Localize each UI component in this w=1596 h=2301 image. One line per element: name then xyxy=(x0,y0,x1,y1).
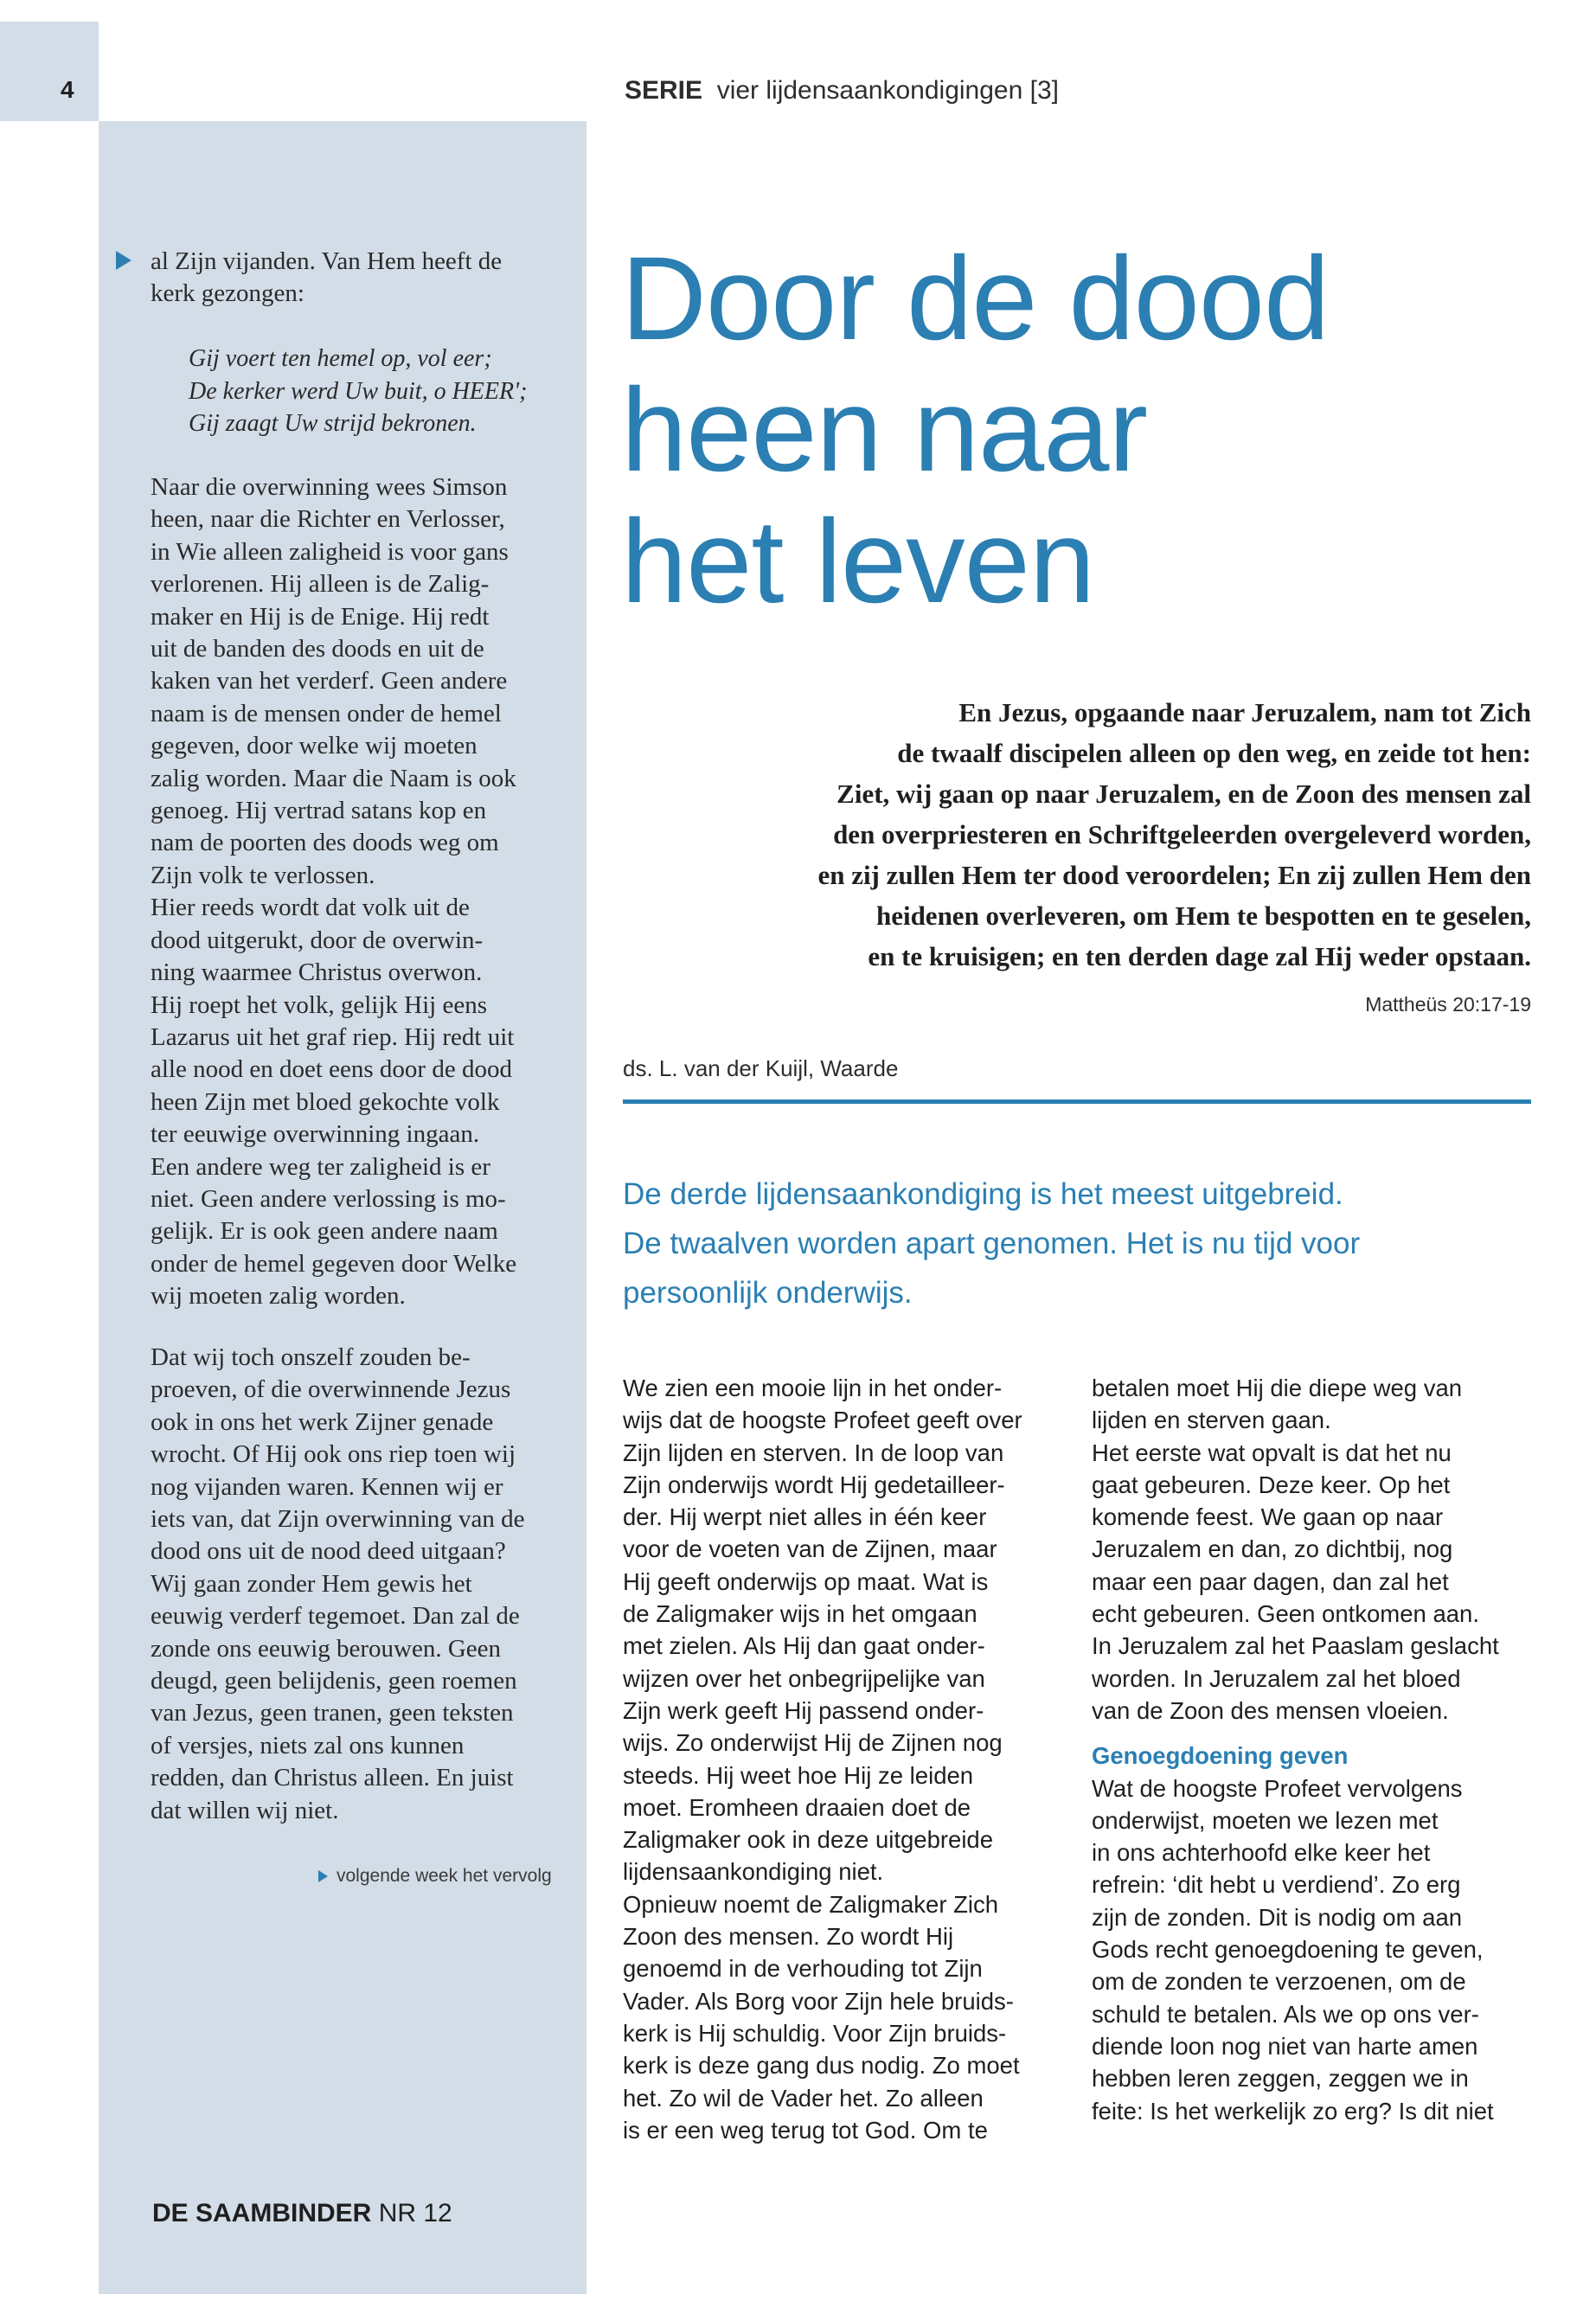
body-text-line: zijn de zonden. Dit is nodig om aan xyxy=(1092,1903,1463,1931)
sidebar-text-line: proeven, of die overwinnende Jezus xyxy=(151,1375,511,1404)
body-text-line: om de zonden te verzoenen, om de xyxy=(1092,1968,1466,1996)
intro-line: De derde lijdensaankondiging is het meest uitgebreid. xyxy=(623,1177,1343,1211)
sidebar-text-line: verlorenen. Hij alleen is de Zalig- xyxy=(151,570,490,599)
bible-quote xyxy=(640,692,1531,977)
article-column-2 xyxy=(1092,1372,1542,2127)
title-line: het leven xyxy=(621,496,1095,628)
body-text-line: refrein: ‘dit hebt u verdiend’. Zo erg xyxy=(1092,1871,1461,1899)
body-text-line: Zijn werk geeft Hij passend onder- xyxy=(623,1696,984,1724)
body-text-line: worden. In Jeruzalem zal het bloed xyxy=(1092,1664,1461,1692)
magazine-footer xyxy=(152,2199,452,2228)
sidebar-text-line: of versjes, niets zal ons kunnen xyxy=(151,1731,465,1759)
body-text-line: Jeruzalem en dan, zo dichtbij, nog xyxy=(1092,1535,1453,1563)
magazine-name: DE SAAMBINDER xyxy=(152,2199,372,2227)
body-text-line: in ons achterhoofd elke keer het xyxy=(1092,1839,1431,1867)
continuation-arrow-icon xyxy=(116,251,131,270)
sidebar-text-line: zonde ons eeuwig berouwen. Geen xyxy=(151,1634,502,1663)
quote-line: en zij zullen Hem ter dood veroordelen; En zij zullen Hem den xyxy=(817,860,1531,890)
verse-line: Gij zaagt Uw strijd bekronen. xyxy=(189,410,477,437)
body-text-line: Vader. Als Borg voor Zijn hele bruids- xyxy=(623,1987,1014,2015)
body-text-line: gaat gebeuren. Deze keer. Op het xyxy=(1092,1471,1451,1498)
body-text-line: maar een paar dagen, dan zal het xyxy=(1092,1567,1449,1595)
sidebar-text-line: iets van, dat Zijn overwinning van de xyxy=(151,1505,525,1534)
body-text-line: Het eerste wat opvalt is dat het nu xyxy=(1092,1439,1452,1466)
sidebar-text-line: in Wie alleen zaligheid is voor gans xyxy=(151,537,509,566)
body-text-line: hebben leren zeggen, zeggen we in xyxy=(1092,2065,1469,2093)
sidebar-text-line: deugd, geen belijdenis, geen roemen xyxy=(151,1667,517,1695)
body-text-line: diende loon nog niet van harte amen xyxy=(1092,2032,1478,2060)
sidebar-text-line: gelijk. Er is ook geen andere naam xyxy=(151,1217,498,1246)
sidebar-text-line: heen, naar die Richter en Verlosser, xyxy=(151,505,505,534)
bible-reference: Mattheüs 20:17-19 xyxy=(1365,993,1531,1016)
body-text-line: de Zaligmaker wijs in het omgaan xyxy=(623,1600,977,1628)
sidebar-intro-line: kerk gezongen: xyxy=(151,279,304,308)
body-text-line: schuld te betalen. Als we op ons ver- xyxy=(1092,2000,1479,2028)
body-text-line: Zoon des mensen. Zo wordt Hij xyxy=(623,1923,954,1951)
quote-line: de twaalf discipelen alleen op den weg, en zeide tot hen: xyxy=(897,738,1531,768)
quote-line: den overpriesteren en Schriftgeleerden overgeleverd worden, xyxy=(833,819,1531,849)
body-text-line: voor de voeten van de Zijnen, maar xyxy=(623,1535,997,1563)
body-text-line: echt gebeuren. Geen ontkomen aan. xyxy=(1092,1600,1479,1628)
divider-rule xyxy=(623,1099,1531,1104)
article-subheading: Genoegdoening geven xyxy=(1092,1742,1349,1770)
sidebar-text-line: van Jezus, geen tranen, geen teksten xyxy=(151,1699,514,1727)
sidebar-text-line: maker en Hij is de Enige. Hij redt xyxy=(151,602,490,631)
verse-line: De kerker werd Uw buit, o HEER'; xyxy=(189,377,528,405)
article-title xyxy=(621,234,1555,628)
sidebar-text-line: nog vijanden waren. Kennen wij er xyxy=(151,1472,503,1501)
sidebar-text-line: ning waarmee Christus overwon. xyxy=(151,958,483,987)
sidebar-paragraph-1 xyxy=(151,471,557,1313)
sidebar-text-line: genoeg. Hij vertrad satans kop en xyxy=(151,797,487,825)
title-line: Door de dood xyxy=(621,233,1330,365)
title-line: heen naar xyxy=(621,364,1148,497)
sidebar-text-line: niet. Geen andere verlossing is mo- xyxy=(151,1184,506,1213)
body-text-line: lijden en sterven gaan. xyxy=(1092,1407,1331,1434)
body-text-line: met zielen. Als Hij dan gaat onder- xyxy=(623,1632,985,1660)
sidebar-intro xyxy=(151,246,557,311)
sidebar-text-line: wij moeten zalig worden. xyxy=(151,1282,406,1311)
next-week-text: volgende week het vervolg xyxy=(337,1866,552,1886)
sidebar-text-line: gegeven, door welke wij moeten xyxy=(151,732,478,760)
column-2-part-a xyxy=(1092,1372,1542,1727)
sidebar-text-line: Zijn volk te verlossen. xyxy=(151,861,375,889)
body-text-line: Wat de hoogste Profeet vervolgens xyxy=(1092,1774,1463,1802)
sidebar-text-line: Naar die overwinning wees Simson xyxy=(151,473,508,501)
sidebar-text-line: dood ons uit de nood deed uitgaan? xyxy=(151,1537,506,1566)
sidebar-text-line: uit de banden des doods en uit de xyxy=(151,635,484,663)
page-number: 4 xyxy=(61,76,74,103)
body-text-line: kerk is Hij schuldig. Voor Zijn bruids- xyxy=(623,2019,1007,2047)
sidebar-verse xyxy=(189,343,569,440)
sidebar-text-line: dat willen wij niet. xyxy=(151,1796,339,1824)
body-text-line: Hij geeft onderwijs op maat. Wat is xyxy=(623,1567,989,1595)
sidebar-text-line: ook in ons het werk Zijner genade xyxy=(151,1407,494,1436)
sidebar-text-line: Dat wij toch onszelf zouden be- xyxy=(151,1343,471,1371)
article-author: ds. L. van der Kuijl, Waarde xyxy=(623,1055,899,1081)
article-column-1 xyxy=(623,1372,1073,2146)
verse-line: Gij voert ten hemel op, vol eer; xyxy=(189,345,492,372)
body-text-line: onderwijst, moeten we lezen met xyxy=(1092,1806,1439,1834)
sidebar-text-line: zalig worden. Maar die Naam is ook xyxy=(151,764,516,792)
sidebar-text-line: alle nood en doet eens door de dood xyxy=(151,1055,512,1084)
sidebar-text-line: redden, dan Christus alleen. En juist xyxy=(151,1764,514,1792)
quote-line: heidenen overleveren, om Hem te bespotten en te geselen, xyxy=(875,901,1531,931)
intro-line: persoonlijk onderwijs. xyxy=(623,1276,913,1310)
body-text-line: moet. Eromheen draaien doet de xyxy=(623,1793,971,1821)
series-header xyxy=(625,76,1059,106)
sidebar-text-line: wrocht. Of Hij ook ons riep toen wij xyxy=(151,1440,516,1469)
sidebar-text-line: eeuwig verderf tegemoet. Dan zal de xyxy=(151,1602,520,1631)
body-text-line: Zijn lijden en sterven. In de loop van xyxy=(623,1439,1004,1466)
body-text-line: komende feest. We gaan op naar xyxy=(1092,1503,1444,1531)
article-intro xyxy=(623,1170,1540,1317)
sidebar-text-line: Hier reeds wordt dat volk uit de xyxy=(151,894,470,922)
sidebar-text-line: dood uitgerukt, door de overwin- xyxy=(151,926,484,954)
sidebar-text-line: naam is de mensen onder de hemel xyxy=(151,699,502,727)
sidebar-text-line: onder de hemel gegeven door Welke xyxy=(151,1249,517,1278)
sidebar-text-line: Lazarus uit het graf riep. Hij redt uit xyxy=(151,1022,515,1051)
body-text-line: In Jeruzalem zal het Paaslam geslacht xyxy=(1092,1632,1499,1660)
body-text-line: betalen moet Hij die diepe weg van xyxy=(1092,1375,1463,1401)
sidebar-text-line: Hij roept het volk, gelijk Hij eens xyxy=(151,990,488,1019)
body-text-line: is er een weg terug tot God. Om te xyxy=(623,2116,988,2144)
body-text-line: Zijn onderwijs wordt Hij gedetailleer- xyxy=(623,1471,1005,1498)
intro-line: De twaalven worden apart genomen. Het is nu tijd voor xyxy=(623,1227,1361,1260)
sidebar-intro-line: al Zijn vijanden. Van Hem heeft de xyxy=(151,247,503,275)
body-text-line: Gods recht genoegdoening te geven, xyxy=(1092,1936,1484,1964)
body-text-line: van de Zoon des mensen vloeien. xyxy=(1092,1696,1449,1724)
body-text-line: Zaligmaker ook in deze uitgebreide xyxy=(623,1826,994,1854)
column-2-part-b xyxy=(1092,1772,1542,2127)
sidebar-text-line: ter eeuwige overwinning ingaan. xyxy=(151,1120,480,1149)
sidebar-text-line: heen Zijn met bloed gekochte volk xyxy=(151,1087,500,1116)
sidebar-text-line: kaken van het verderf. Geen andere xyxy=(151,667,508,695)
magazine-issue: NR 12 xyxy=(378,2199,452,2227)
series-title: vier lijdensaankondigingen [3] xyxy=(716,76,1059,105)
body-text-line: kerk is deze gang dus nodig. Zo moet xyxy=(623,2052,1020,2080)
body-text-line: steeds. Hij weet hoe Hij ze leiden xyxy=(623,1761,974,1789)
sidebar-text-line: nam de poorten des doods weg om xyxy=(151,829,499,857)
body-text-line: lijdensaankondiging niet. xyxy=(623,1858,884,1886)
quote-line: en te kruisigen; en ten derden dage zal Hij weder opstaan. xyxy=(868,941,1531,971)
body-text-line: Opnieuw noemt de Zaligmaker Zich xyxy=(623,1890,999,1918)
body-text-line: feite: Is het werkelijk zo erg? Is dit niet xyxy=(1092,2097,1494,2125)
next-arrow-icon xyxy=(318,1870,328,1882)
quote-line: Ziet, wij gaan op naar Jeruzalem, en de Zoon des mensen zal xyxy=(836,779,1531,809)
page-number-box xyxy=(0,22,99,121)
body-text-line: wijs. Zo onderwijst Hij de Zijnen nog xyxy=(623,1729,1003,1757)
sidebar-paragraph-2 xyxy=(151,1342,557,1827)
body-text-line: genoemd in de verhouding tot Zijn xyxy=(623,1955,983,1983)
body-text-line: het. Zo wil de Vader het. Zo alleen xyxy=(623,2084,984,2112)
quote-line: En Jezus, opgaande naar Jeruzalem, nam tot Zich xyxy=(958,697,1531,727)
series-label: SERIE xyxy=(625,76,703,105)
body-text-line: wijzen over het onbegrijpelijke van xyxy=(623,1664,985,1692)
sidebar-text-line: Een andere weg ter zaligheid is er xyxy=(151,1152,490,1181)
next-week-note xyxy=(318,1866,552,1887)
sidebar-text-line: Wij gaan zonder Hem gewis het xyxy=(151,1569,472,1598)
body-text-line: We zien een mooie lijn in het onder- xyxy=(623,1375,1003,1401)
body-text-line: der. Hij werpt niet alles in één keer xyxy=(623,1503,987,1531)
body-text-line: wijs dat de hoogste Profeet geeft over xyxy=(623,1407,1022,1434)
